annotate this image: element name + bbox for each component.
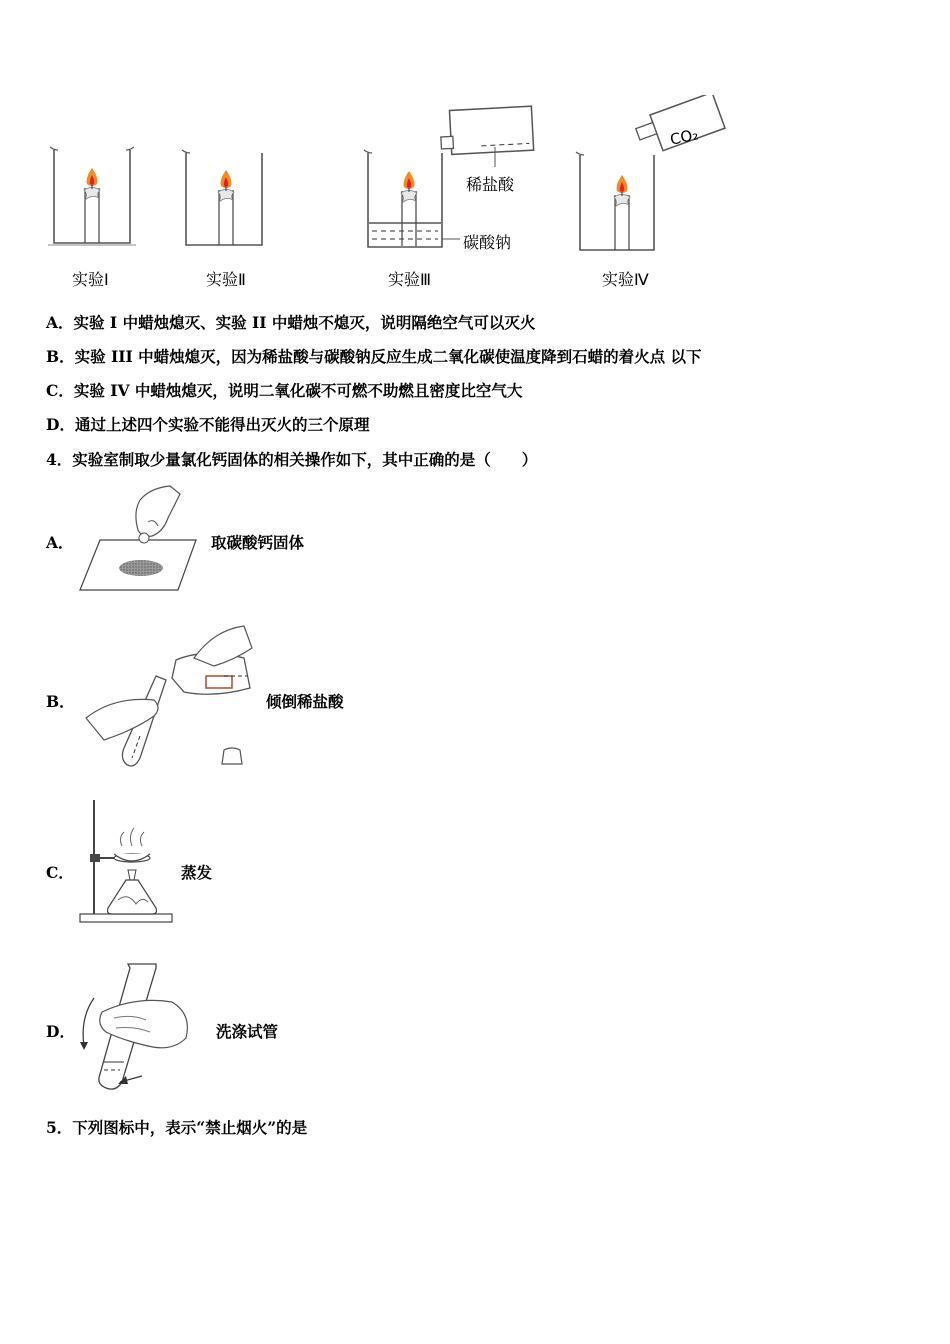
sodium-carbonate-label: 碳酸钠 [463, 233, 512, 252]
dilute-hcl-label: 稀盐酸 [466, 175, 515, 194]
experiment-4-beaker [576, 95, 725, 250]
experiment-2-beaker [182, 150, 262, 245]
q4-option-b-caption: 倾倒稀盐酸 [266, 692, 344, 711]
q4-option-c-caption: 蒸发 [181, 863, 213, 882]
pour-hydrochloric-acid-illustration [84, 618, 254, 774]
q3-option-a: A．实验 I 中蜡烛熄灭、实验 II 中蜡烛不熄灭，说明隔绝空气可以灭火 [46, 313, 536, 332]
q4-option-a-caption: 取碳酸钙固体 [211, 533, 305, 552]
q4-option-a-letter: A． [46, 533, 74, 552]
q4-option-b-letter: B． [46, 692, 75, 711]
q3-option-d: D．通过上述四个实验不能得出灭火的三个原理 [46, 415, 370, 434]
experiment-3-label: 实验Ⅲ [388, 270, 432, 289]
wash-test-tube-illustration [76, 958, 212, 1094]
q4-option-d-caption: 洗涤试管 [216, 1022, 279, 1041]
q4-stem: 4．实验室制取少量氯化钙固体的相关操作如下，其中正确的是（ ） [46, 450, 538, 469]
candle-experiments-figure [40, 95, 740, 295]
experiment-2-label: 实验Ⅱ [206, 270, 246, 289]
q4-option-c-letter: C． [46, 863, 74, 882]
experiment-1-label: 实验Ⅰ [72, 270, 109, 289]
evaporation-illustration [78, 796, 178, 926]
q3-option-c: C．实验 IV 中蜡烛熄灭，说明二氧化碳不可燃不助燃且密度比空气大 [46, 381, 523, 400]
experiment-4-label: 实验Ⅳ [602, 270, 649, 289]
q4-option-d-letter: D． [46, 1022, 75, 1041]
co2-label: CO₂ [668, 125, 700, 149]
experiment-1-cylinder [48, 147, 136, 245]
take-calcium-carbonate-illustration [78, 482, 203, 594]
q5-stem: 5．下列图标中，表示“禁止烟火”的是 [46, 1118, 308, 1137]
q3-option-b: B．实验 III 中蜡烛熄灭，因为稀盐酸与碳酸钠反应生成二氧化碳使温度降到石蜡的着火点 以下 [46, 347, 702, 366]
